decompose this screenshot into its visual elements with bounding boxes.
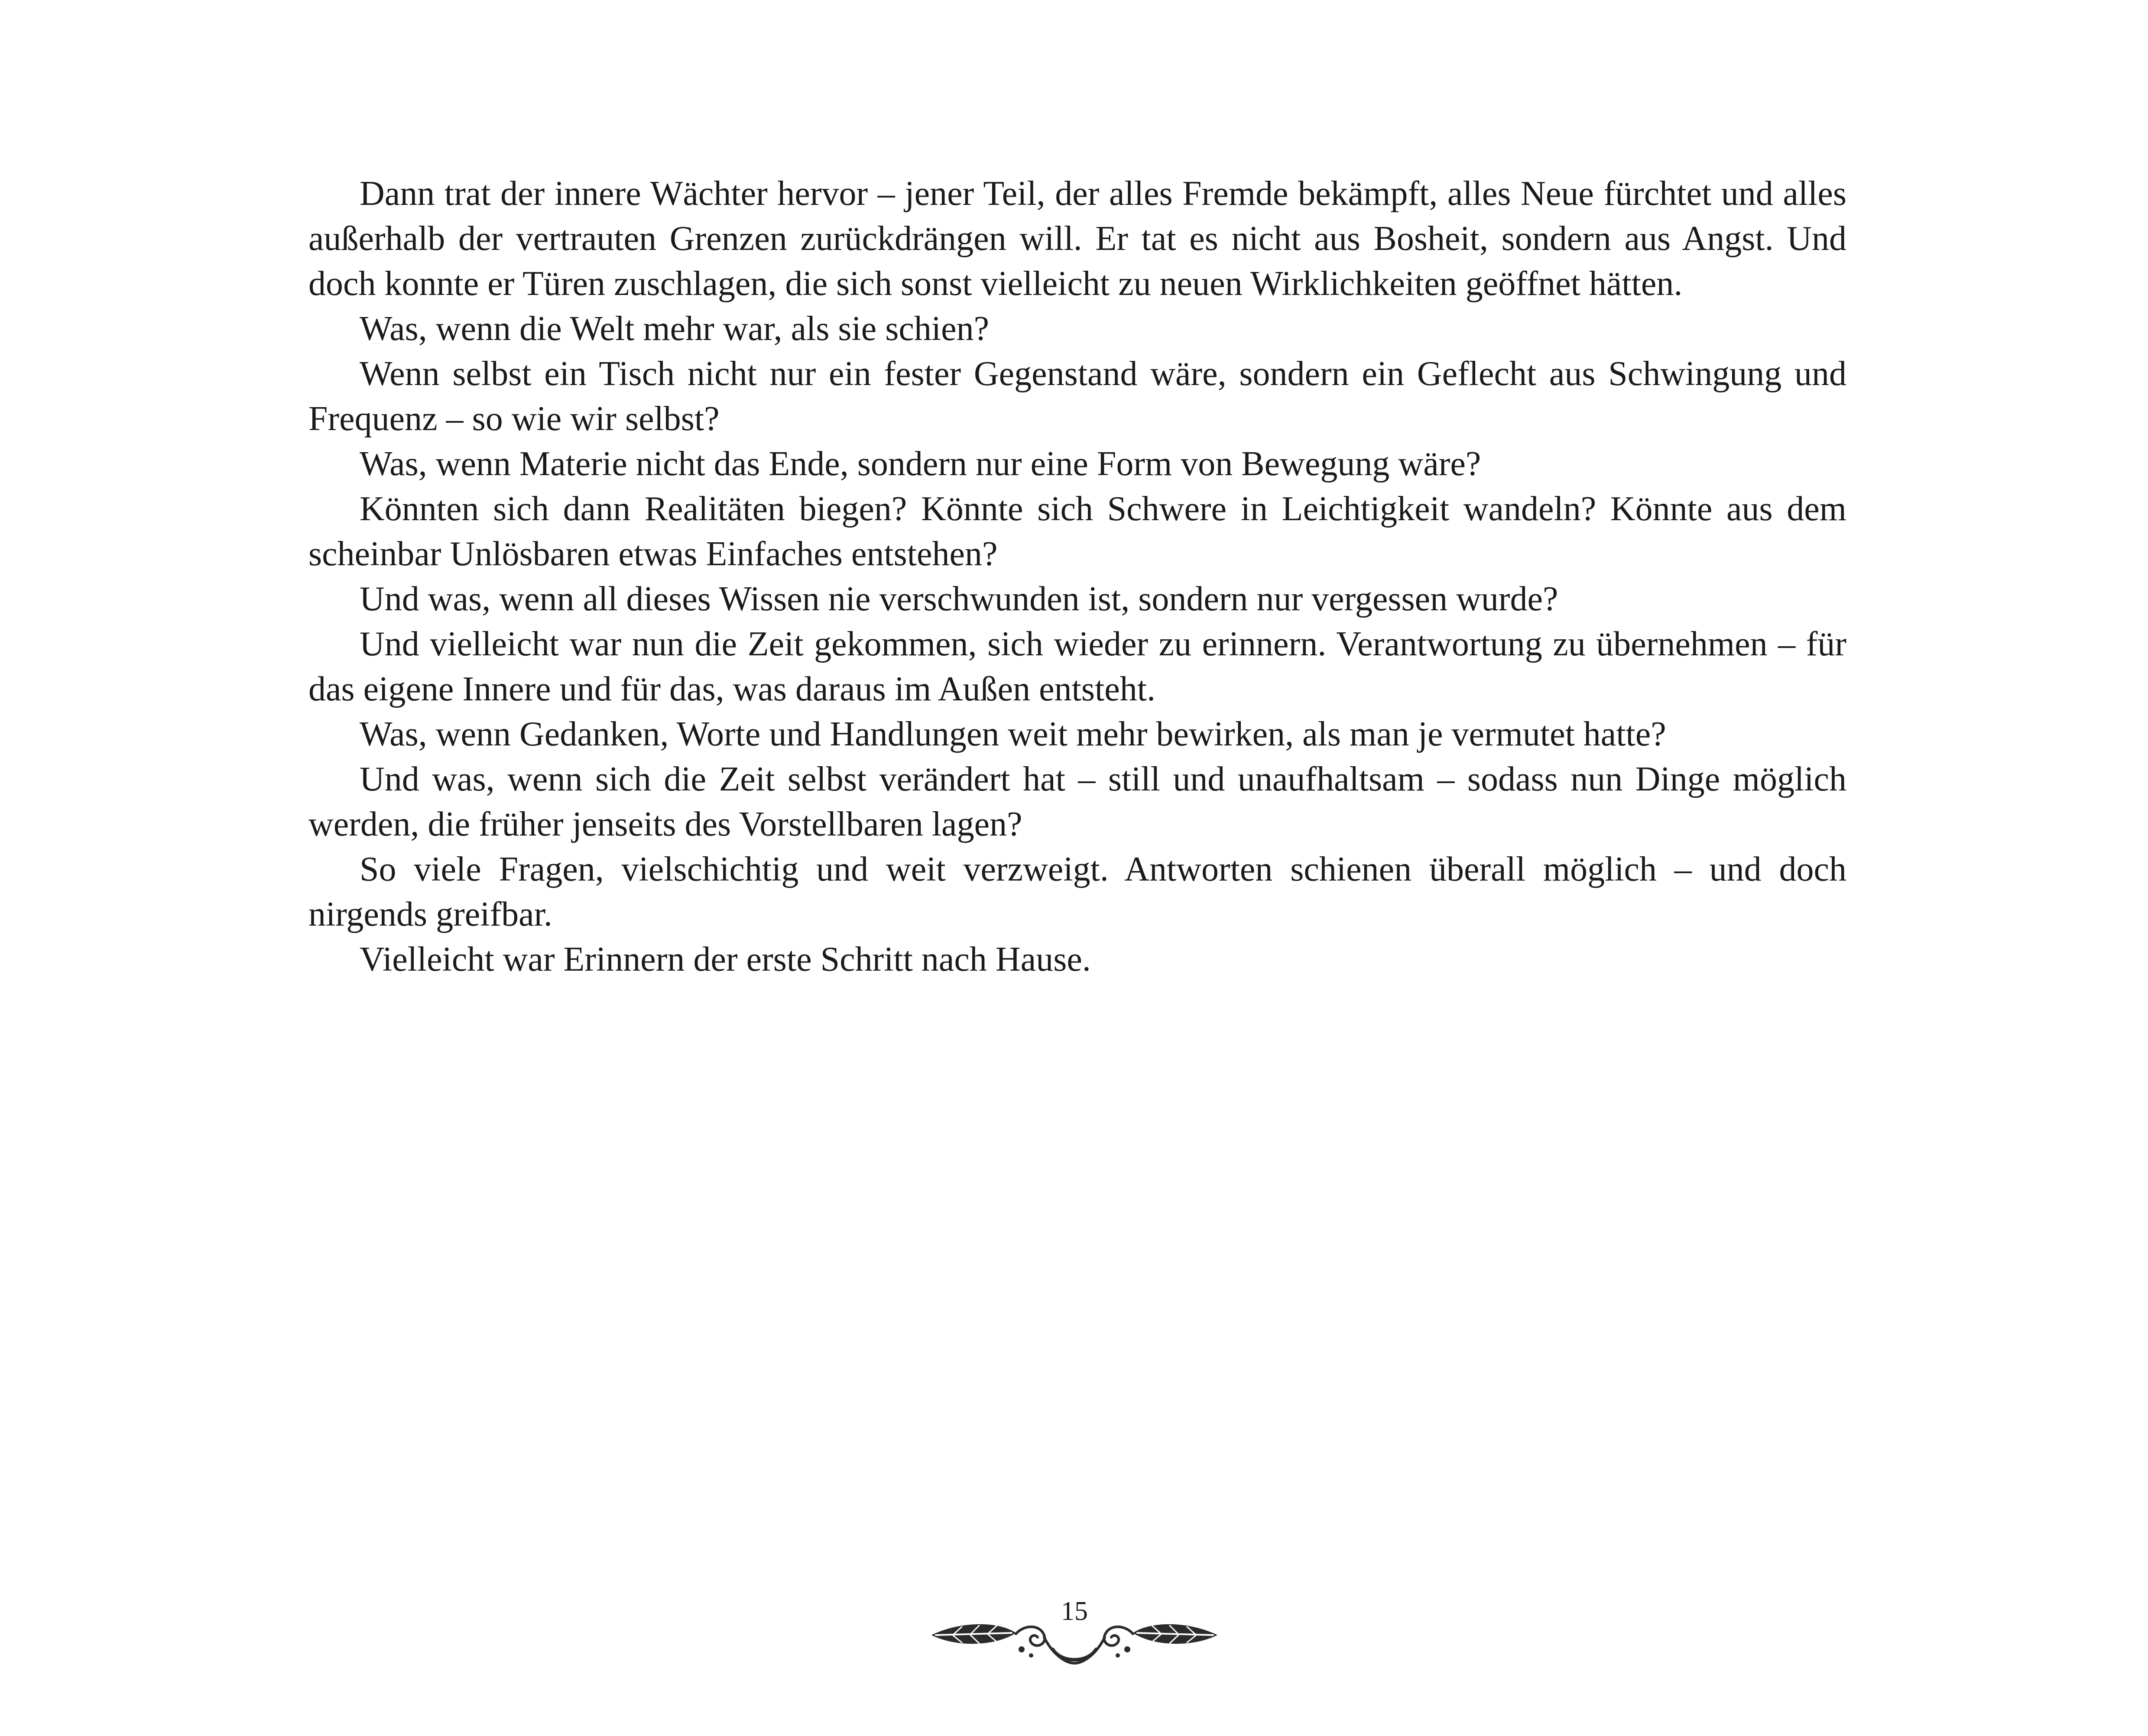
- paragraph: Wenn selbst ein Tisch nicht nur ein fester Gegenstand wäre, sondern ein Geflecht aus Schwingung und Frequenz – so wie wir selbst?: [308, 355, 1846, 438]
- paragraph: Und was, wenn sich die Zeit selbst verändert hat – still und unaufhaltsam – sodass nun Dinge möglich werden, die früher jenseits des Vorstellbaren lagen?: [308, 760, 1846, 843]
- paragraph: So viele Fragen, vielschichtig und weit verzweigt. Antworten schienen überall möglich – und doch nirgends greifbar.: [308, 850, 1846, 933]
- page-number: 15: [1061, 1597, 1088, 1626]
- paragraph: Was, wenn die Welt mehr war, als sie schien?: [360, 310, 990, 348]
- paragraph: Und vielleicht war nun die Zeit gekommen, sich wieder zu erinnern. Verantwortung zu übernehmen – für das eigene Innere und für das, was daraus im Außen entsteht.: [308, 625, 1846, 708]
- paragraph: Was, wenn Materie nicht das Ende, sondern nur eine Form von Bewegung wäre?: [360, 445, 1481, 483]
- body-text: [308, 171, 1846, 982]
- paragraph: Was, wenn Gedanken, Worte und Handlungen weit mehr bewirken, als man je vermutet hatte?: [360, 715, 1666, 753]
- paragraph: Könnten sich dann Realitäten biegen? Könnte sich Schwere in Leichtigkeit wandeln? Könnte aus dem scheinbar Unlösbaren etwas Einfaches entstehen?: [308, 490, 1846, 573]
- paragraph: Dann trat der innere Wächter hervor – jener Teil, der alles Fremde bekämpft, alles Neue fürchtet und alles außerhalb der vertrauten Grenzen zurückdrängen will. Er tat es nicht aus Bosheit, sondern aus Angst. Und doch konnte er Türen zuschlagen, die sich sonst vielleicht zu neuen Wirklichkeiten geöffnet hätten.: [308, 175, 1846, 303]
- paragraph: Vielleicht war Erinnern der erste Schritt nach Hause.: [360, 940, 1091, 978]
- paragraph: Und was, wenn all dieses Wissen nie verschwunden ist, sondern nur vergessen wurde?: [360, 580, 1558, 618]
